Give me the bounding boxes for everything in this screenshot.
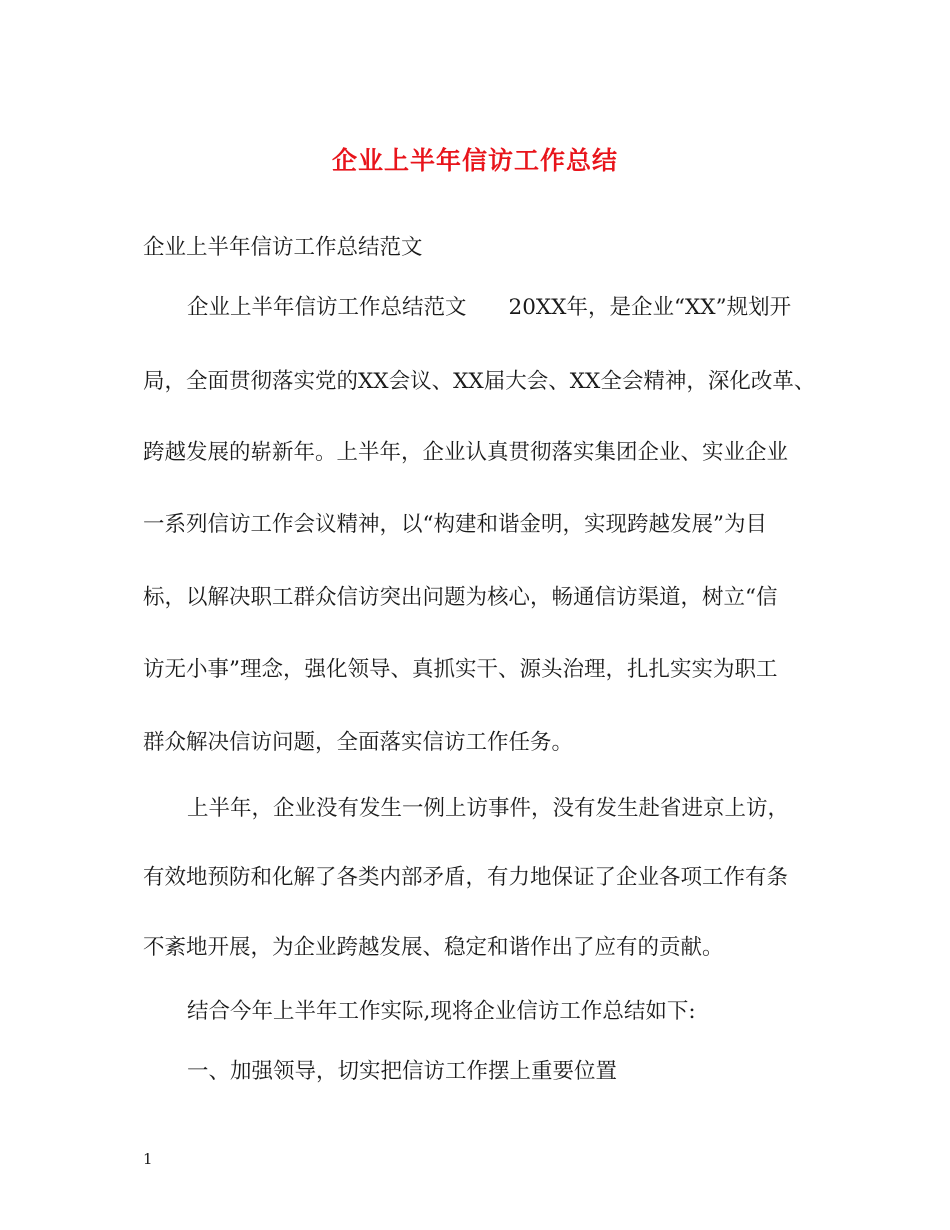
paragraph-1-line-7: 群众解决信访问题，全面落实信访工作任务。	[143, 730, 574, 755]
paragraph-1-line-2: 局，全面贯彻落实党的XX会议、XX届大会、XX全会精神，深化改革、	[143, 369, 816, 394]
paragraph-1-line-3: 跨越发展的崭新年。上半年，企业认真贯彻落实集团企业、实业企业	[143, 440, 789, 465]
paragraph-1-line-1	[187, 293, 791, 323]
document-subtitle: 企业上半年信访工作总结范文	[143, 235, 423, 260]
paragraph-3: 结合今年上半年工作实际,现将企业信访工作总结如下:	[187, 999, 696, 1024]
paragraph-2-line-3: 不紊地开展，为企业跨越发展、稳定和谐作出了应有的贡献。	[143, 935, 724, 960]
paragraph-1-lead: 企业上半年信访工作总结范文	[187, 295, 467, 320]
paragraph-1-line-5: 标，以解决职工群众信访突出问题为核心，畅通信访渠道，树立“信	[143, 585, 778, 610]
document-title: 企业上半年信访工作总结	[331, 146, 618, 175]
page-number: 1	[143, 1150, 153, 1168]
paragraph-1-line-6: 访无小事”理念，强化领导、真抓实干、源头治理，扎扎实实为职工	[143, 657, 778, 682]
section-heading-1: 一、加强领导，切实把信访工作摆上重要位置	[187, 1059, 618, 1084]
paragraph-1-line-1-rest: 20XX年，是企业“XX”规划开	[508, 295, 792, 320]
paragraph-2-line-1: 上半年，企业没有发生一例上访事件，没有发生赴省进京上访，	[187, 796, 790, 821]
paragraph-2-line-2: 有效地预防和化解了各类内部矛盾，有力地保证了企业各项工作有条	[143, 865, 789, 890]
paragraph-1-line-4: 一系列信访工作会议精神，以“构建和谐金明，实现跨越发展”为目	[143, 512, 767, 537]
